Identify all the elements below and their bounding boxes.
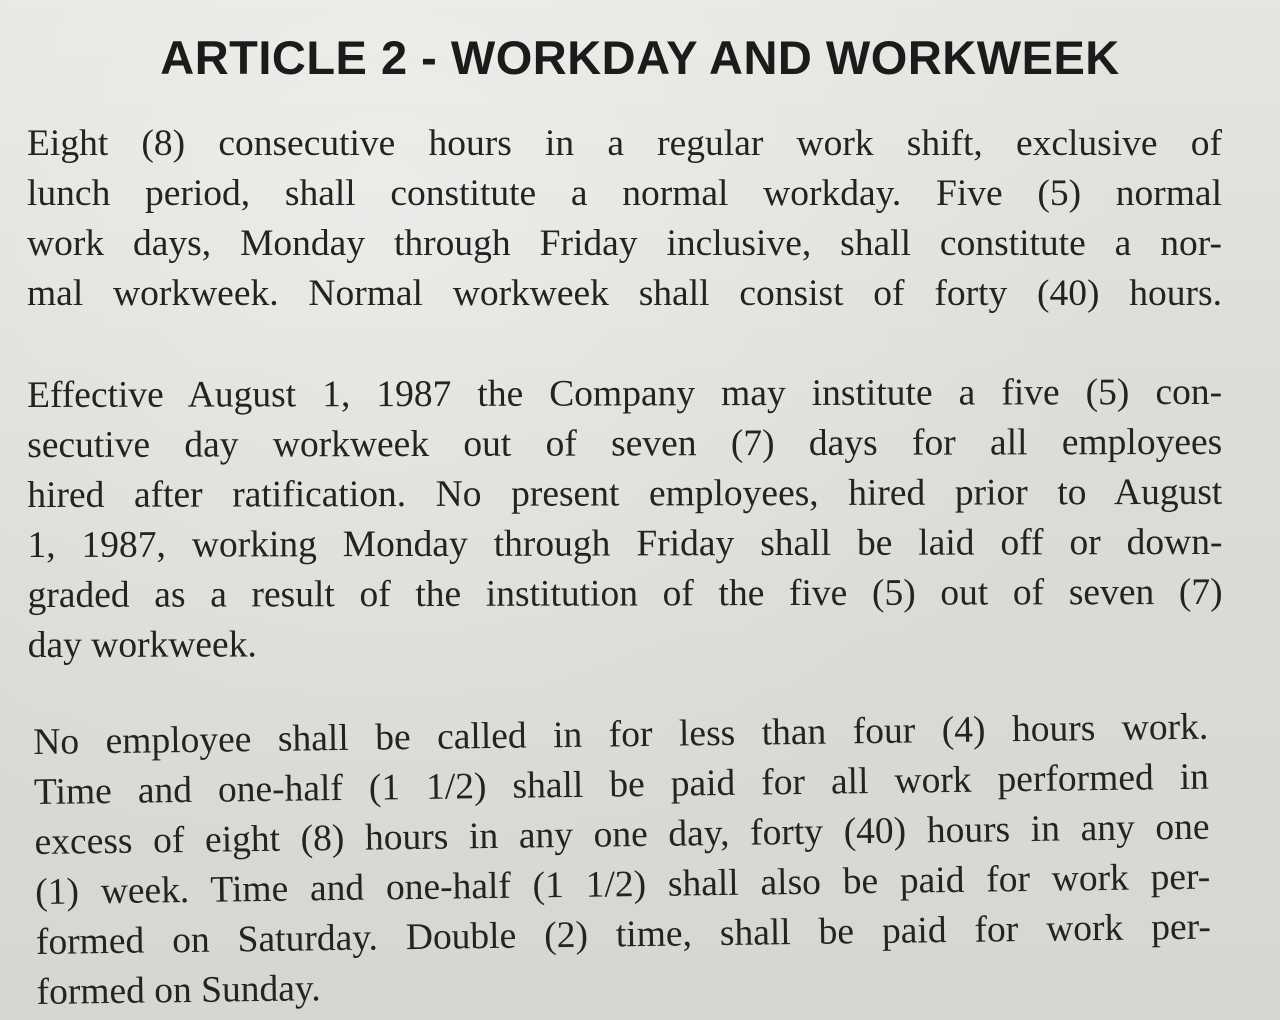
text-line: formed on Saturday. Double (2) time, shall be paid for work per- bbox=[35, 906, 1212, 963]
paragraph-five-day-schedule bbox=[27, 368, 1223, 671]
paragraph-workday bbox=[27, 119, 1222, 319]
text-line: hired after ratification. No present employees, hired prior to August bbox=[27, 471, 1223, 516]
text-line: lunch period, shall constitute a normal workday. Five (5) normal bbox=[27, 173, 1222, 214]
text-line: Effective August 1, 1987 the Company may institute a five (5) con- bbox=[27, 371, 1223, 416]
text-line: (1) week. Time and one-half (1 1/2) shall also be paid for work per- bbox=[35, 856, 1211, 913]
text-line: secutive day workweek out of seven (7) days for all employees bbox=[27, 421, 1223, 466]
text-line: graded as a result of the institution of the five (5) out of seven (7) bbox=[27, 571, 1223, 616]
text-line: mal workweek. Normal workweek shall consist of forty (40) hours. bbox=[27, 273, 1222, 314]
text-line: Time and one-half (1 1/2) shall be paid for all work performed in bbox=[33, 756, 1210, 813]
text-line: excess of eight (8) hours in any one day, forty (40) hours in any one bbox=[34, 806, 1210, 863]
text-line: Eight (8) consecutive hours in a regular work shift, exclusive of bbox=[27, 123, 1222, 164]
text-line: 1, 1987, working Monday through Friday shall be laid off or down- bbox=[27, 521, 1223, 566]
paragraph-overtime bbox=[33, 703, 1212, 1018]
text-line: No employee shall be called in for less than four (4) hours work. bbox=[33, 706, 1209, 763]
text-line: formed on Sunday. bbox=[36, 968, 321, 1013]
text-line: day workweek. bbox=[27, 624, 257, 666]
article-heading: ARTICLE 2 - WORKDAY AND WORKWEEK bbox=[160, 31, 1120, 84]
text-line: work days, Monday through Friday inclusive, shall constitute a nor- bbox=[27, 223, 1222, 264]
